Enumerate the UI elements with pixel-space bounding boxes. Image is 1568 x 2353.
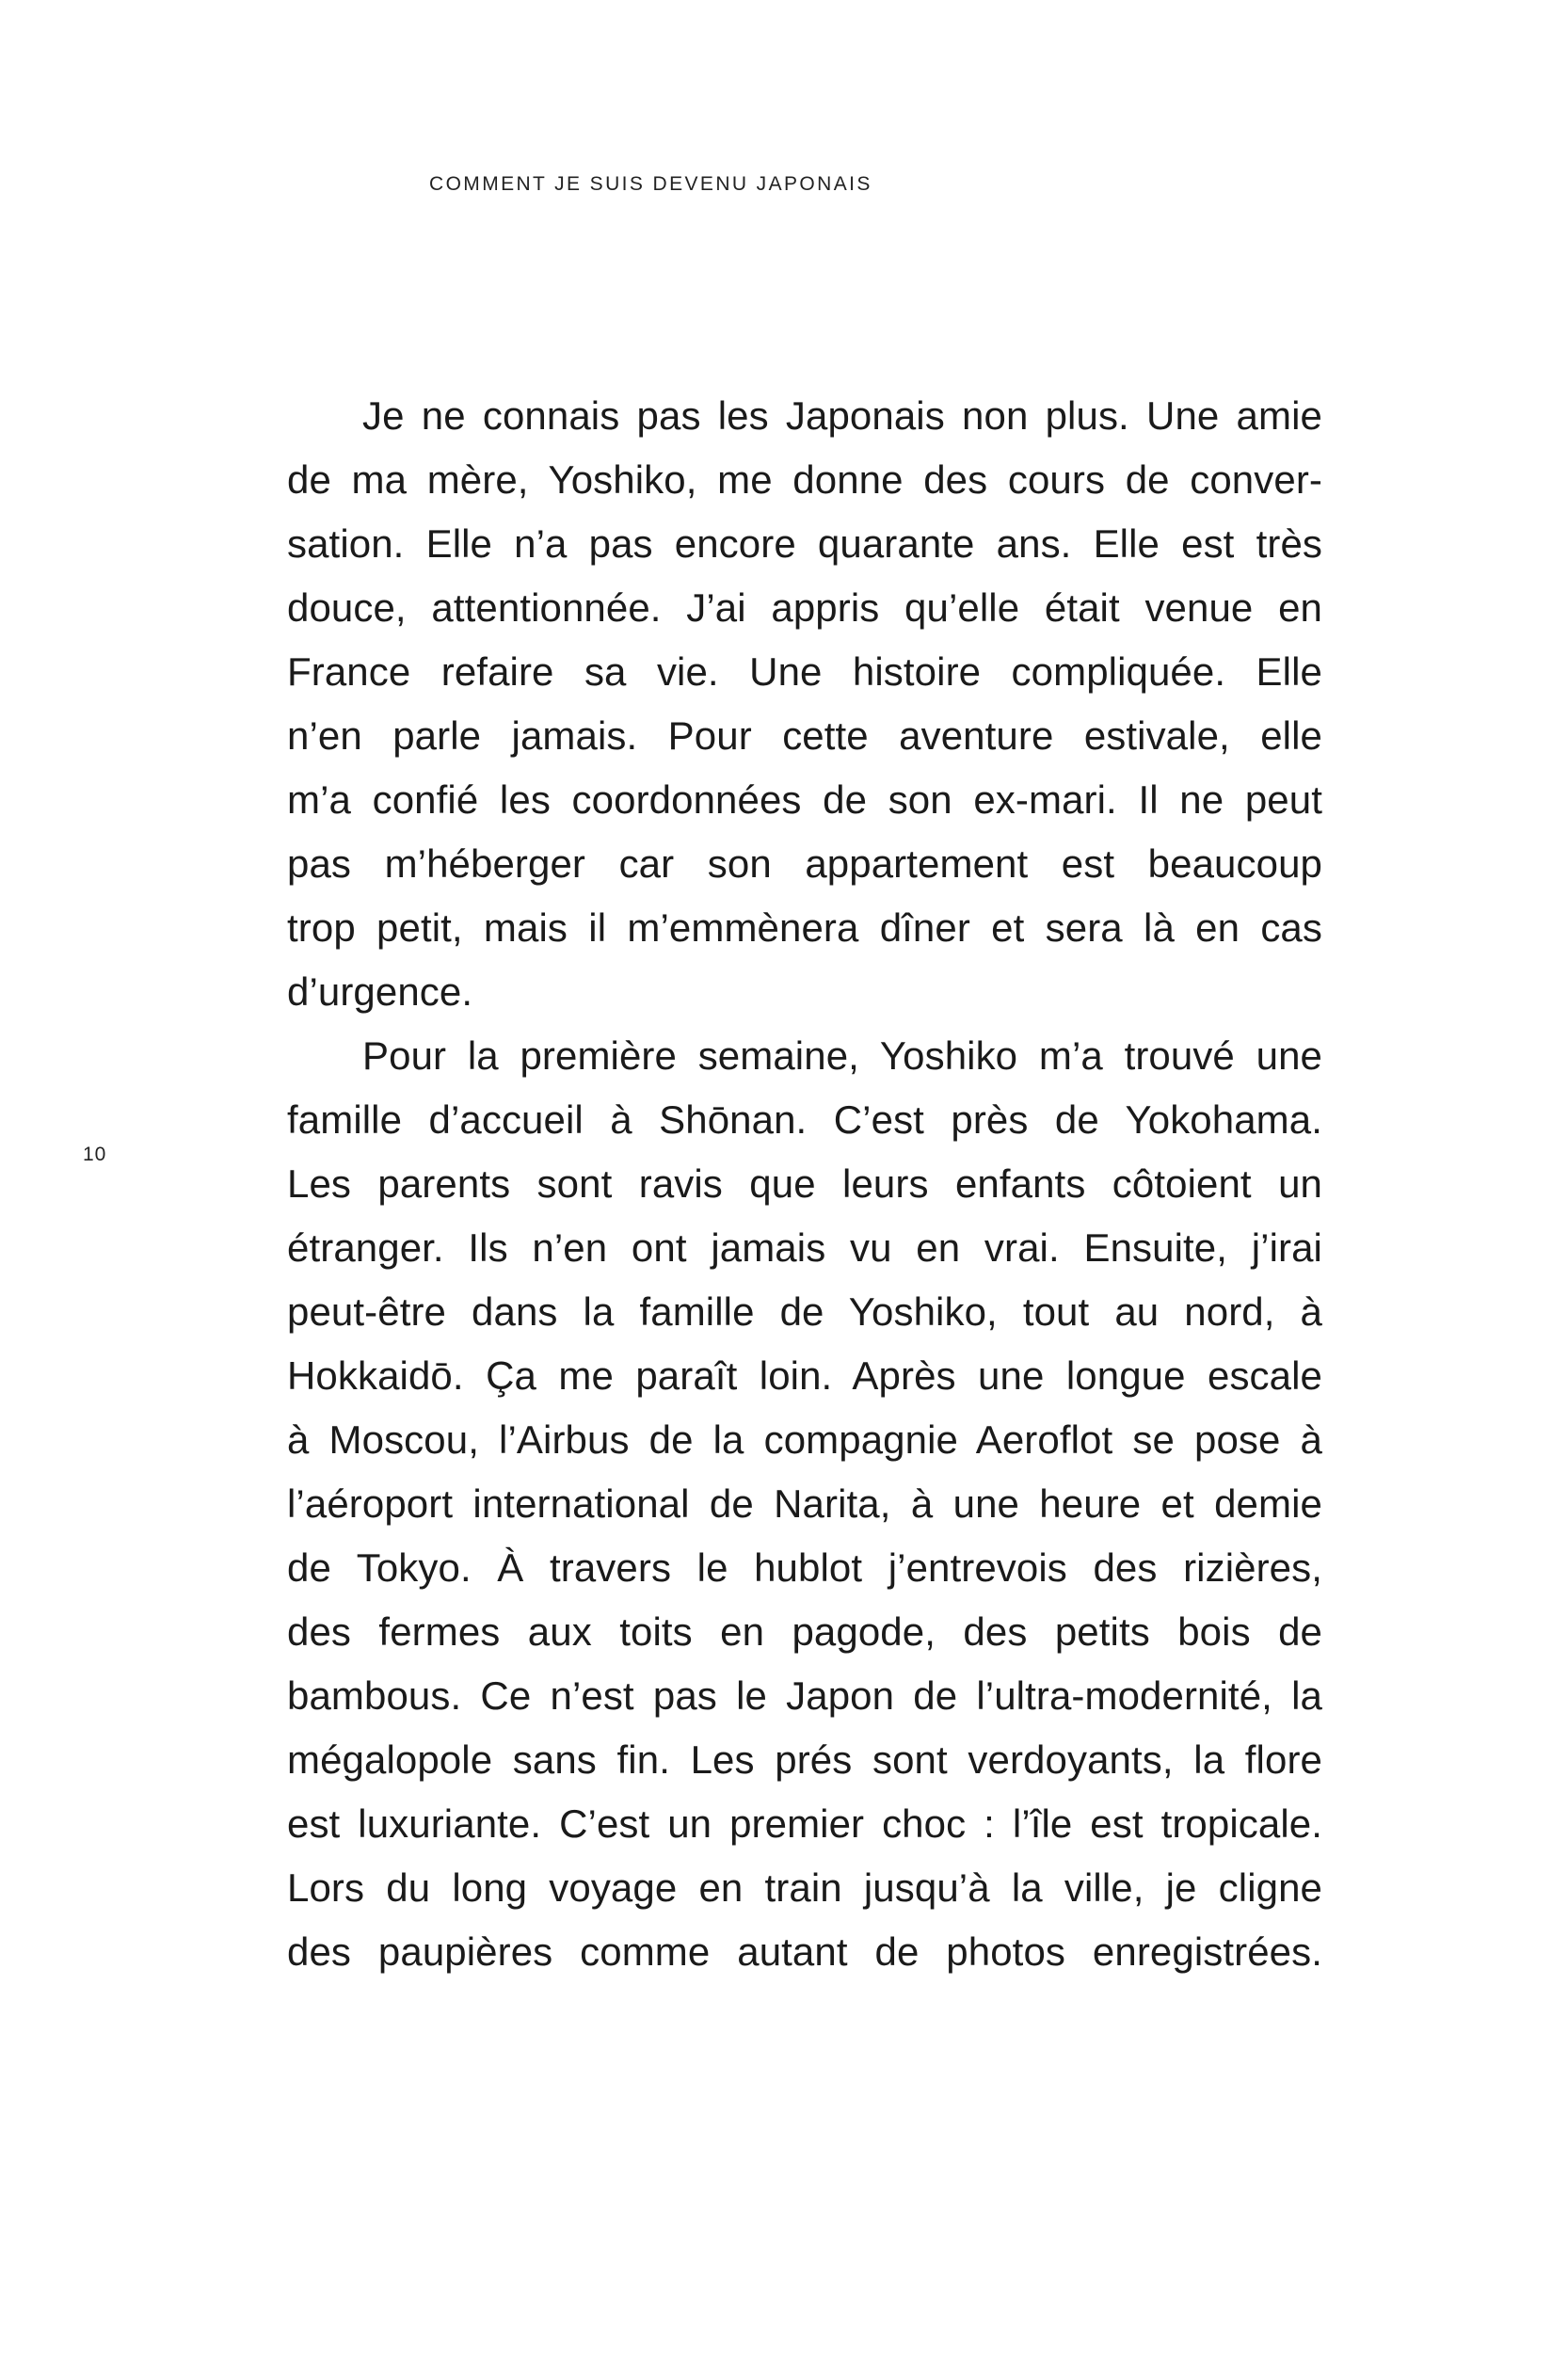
text-line: étranger. Ils n’en ont jamais vu en vrai. Ensuite, j’irai [287,1225,1322,1270]
text-line: à Moscou, l’Airbus de la compagnie Aeroflot se pose à [287,1417,1322,1462]
text-line: d’urgence. [287,969,473,1014]
text-line: Lors du long voyage en train jusqu’à la ville, je cligne [287,1865,1322,1910]
text-line: bambous. Ce n’est pas le Japon de l’ultra-modernité, la [287,1673,1322,1718]
page-number: 10 [83,1144,107,1165]
text-line: des paupières comme autant de photos enregistrées. [287,1929,1322,1974]
body-text [287,384,1322,1984]
text-line: de ma mère, Yoshiko, me donne des cours de conver- [287,457,1322,502]
text-line: des fermes aux toits en pagode, des petits bois de [287,1609,1322,1654]
text-line: n’en parle jamais. Pour cette aventure estivale, elle [287,713,1322,758]
text-line: sation. Elle n’a pas encore quarante ans. Elle est très [287,521,1322,566]
text-line: famille d’accueil à Shōnan. C’est près de Yokohama. [287,1097,1322,1142]
text-line: l’aéroport international de Narita, à une heure et demie [287,1481,1322,1526]
text-line: mégalopole sans fin. Les prés sont verdoyants, la flore [287,1737,1322,1782]
text-line: m’a confié les coordonnées de son ex-mari. Il ne peut [287,777,1322,822]
text-line: France refaire sa vie. Une histoire compliquée. Elle [287,649,1322,694]
text-line: Je ne connais pas les Japonais non plus. Une amie [362,393,1322,438]
text-line: est luxuriante. C’est un premier choc : l’île est tropicale. [287,1801,1322,1846]
text-line: Hokkaidō. Ça me paraît loin. Après une longue escale [287,1353,1322,1398]
text-line: trop petit, mais il m’emmènera dîner et sera là en cas [287,905,1322,950]
text-line: Les parents sont ravis que leurs enfants côtoient un [287,1161,1322,1206]
text-line: peut-être dans la famille de Yoshiko, tout au nord, à [287,1289,1322,1334]
text-line: pas m’héberger car son appartement est beaucoup [287,841,1322,886]
text-line: Pour la première semaine, Yoshiko m’a trouvé une [362,1033,1322,1078]
running-head: COMMENT JE SUIS DEVENU JAPONAIS [429,173,872,195]
text-line: de Tokyo. À travers le hublot j’entrevois des rizières, [287,1545,1322,1590]
text-line: douce, attentionnée. J’ai appris qu’elle était venue en [287,585,1322,630]
